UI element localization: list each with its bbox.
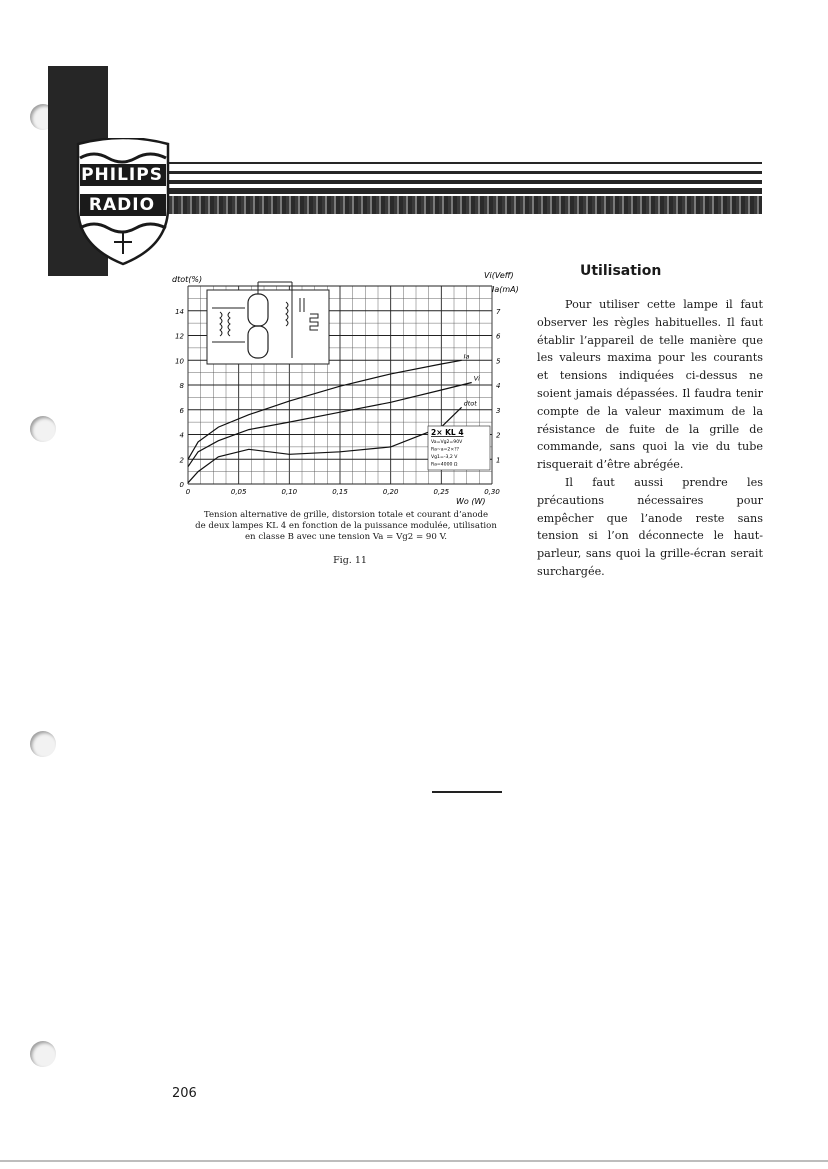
series-label-vi: Vi	[473, 374, 480, 383]
legend-line: Ra=4000 Ω	[431, 462, 458, 468]
section-body	[537, 296, 763, 581]
y-axis-label-right-bottom: Ia(mA)	[492, 285, 519, 294]
x-tick-label: 0,20	[382, 488, 399, 496]
header-stripe	[160, 171, 762, 174]
punch-hole	[30, 1041, 56, 1067]
y-tick-label-right: 2	[496, 431, 501, 440]
x-tick-label: 0,15	[332, 488, 348, 496]
punch-hole	[30, 731, 56, 757]
legend-line: Va=Vg2=90V	[431, 440, 463, 445]
end-rule	[432, 791, 502, 793]
y-tick-label-right: 3	[496, 406, 501, 415]
y-tick-label-left: 6	[179, 406, 184, 415]
circuit-schematic	[207, 282, 329, 364]
series-label-dtot: dtot	[463, 399, 477, 408]
y-tick-label-right: 4	[496, 382, 501, 390]
x-tick-label: 0	[185, 488, 191, 496]
header-texture	[160, 196, 762, 214]
page-number: 206	[172, 1086, 197, 1101]
chart-figure-11	[150, 268, 520, 510]
x-tick-label: 0,30	[484, 488, 500, 496]
x-tick-label: 0,25	[433, 488, 450, 496]
paragraph: Pour utiliser cette lampe il faut observer les règles habituelles. Il faut établir l’appareil de telle manière que les valeurs maxima pour les courants et tensions indiquées ci-dessus ne soient jamais dépassées. Il faudra tenir compte de la valeur maximum de la résistance de fuite de la grille de commande, sans quoi la vie du tube risquerait d’être abrégée.	[537, 298, 763, 472]
figure-caption	[170, 510, 522, 543]
y-tick-label-left: 2	[179, 456, 184, 465]
y-axis-label-left: dtot(%)	[172, 275, 203, 284]
y-tick-label-left: 8	[179, 382, 184, 390]
legend-title: 2× KL 4	[431, 428, 464, 437]
legend-line: Vg1=-3,2 V	[431, 455, 458, 460]
y-axis-label-right-top: Vi(Veff)	[484, 271, 514, 280]
y-tick-label-left: 10	[175, 357, 184, 366]
y-tick-label-right: 1	[496, 456, 501, 465]
section-heading: Utilisation	[580, 263, 662, 279]
paragraph: Il faut aussi prendre les précautions nécessaires pour empêcher que l’anode reste sans tension si l’on déconnecte le haut-parleur, sans quoi la grille-écran serait surchargée.	[537, 475, 763, 578]
y-tick-label-left: 14	[175, 307, 184, 316]
x-axis-label: Wo (W)	[456, 497, 486, 506]
header-stripe	[160, 180, 762, 184]
chart-legend	[428, 426, 490, 470]
caption-line: de deux lampes KL 4 en fonction de la puissance modulée, utilisation	[195, 521, 497, 531]
header-stripe	[160, 188, 762, 194]
caption-line: en classe B avec une tension Va = Vg2 = 90 V.	[244, 532, 448, 542]
figure-label: Fig. 11	[333, 555, 367, 566]
x-tick-label: 0,10	[281, 488, 298, 496]
y-tick-label-left: 12	[175, 332, 184, 341]
y-tick-label-right: 5	[496, 357, 501, 366]
brand-line1: PHILIPS	[81, 165, 163, 185]
caption-line: Tension alternative de grille, distorsion totale et courant d’anode	[203, 510, 489, 520]
y-tick-label-left: 4	[179, 431, 184, 440]
series-label-ia: Ia	[463, 352, 470, 361]
x-tick-label: 0,05	[230, 488, 247, 496]
header-stripe	[160, 162, 762, 164]
y-tick-label-right: 7	[496, 307, 501, 316]
punch-hole	[30, 416, 56, 442]
legend-line: Ra~a=2×??	[431, 447, 460, 453]
y-tick-label-left: 0	[179, 481, 184, 489]
brand-line2: RADIO	[88, 195, 156, 215]
y-tick-label-right: 6	[496, 332, 501, 341]
page-edge	[0, 1160, 828, 1162]
